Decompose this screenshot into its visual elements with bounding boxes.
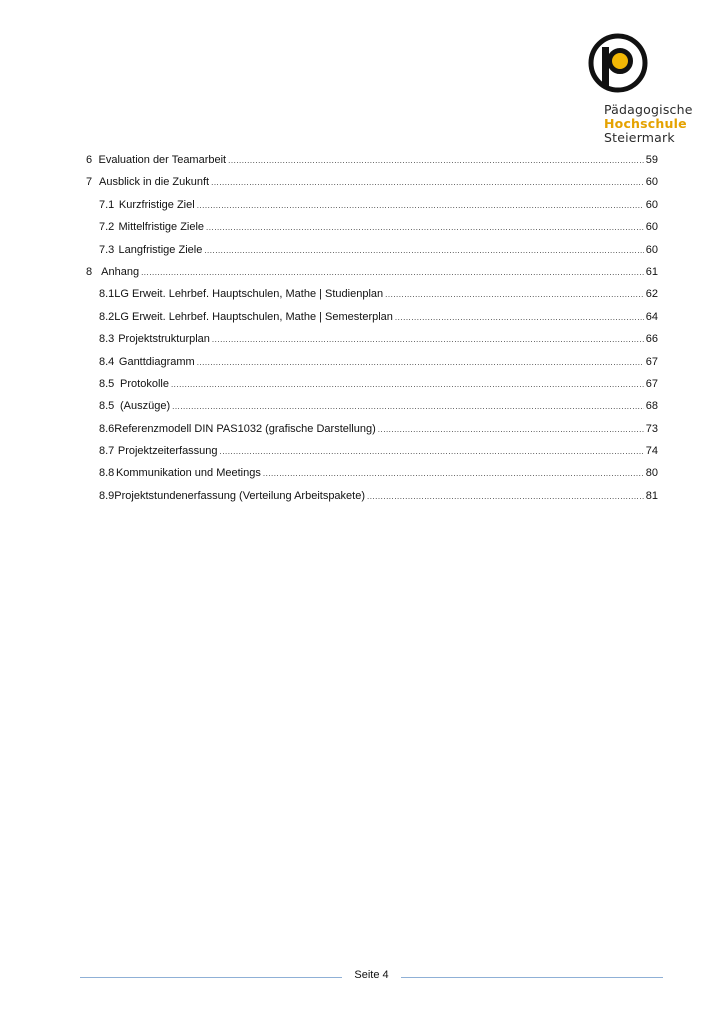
toc-entry-title[interactable]: LG Erweit. Lehrbef. Hauptschulen, Mathe | Studienplan xyxy=(114,288,384,301)
toc-entry-page: 62 xyxy=(645,288,658,301)
toc-dot-leader xyxy=(263,469,644,478)
toc-entry[interactable] xyxy=(86,288,658,310)
toc-dot-leader xyxy=(197,201,644,210)
toc-dot-leader xyxy=(395,313,644,322)
toc-entry[interactable] xyxy=(86,244,658,266)
toc-entry-title[interactable]: Anhang xyxy=(101,265,140,278)
toc-entry-number: 8.4 xyxy=(99,355,115,368)
toc-entry[interactable] xyxy=(86,221,658,243)
toc-entry-page: 81 xyxy=(645,489,658,502)
toc-entry-page: 60 xyxy=(645,176,658,189)
toc-entry-number: 8.5 xyxy=(99,400,115,413)
toc-entry-number: 7 xyxy=(86,176,93,189)
toc-dot-leader xyxy=(141,268,644,277)
toc-dot-leader xyxy=(197,358,644,367)
toc-entry-number: 8.5 xyxy=(99,377,115,390)
toc-entry-title[interactable]: Mittelfristige Ziele xyxy=(118,221,205,234)
toc-entry-number: 8.7 xyxy=(99,445,115,458)
toc-entry-page: 59 xyxy=(645,154,658,166)
toc-entry-title[interactable]: Langfristige Ziele xyxy=(118,243,203,256)
toc-entry-page: 61 xyxy=(645,265,658,278)
toc-entry-number: 8.6 xyxy=(99,422,115,435)
toc-entry-title[interactable]: Projektstundenerfassung (Verteilung Arbeitspakete) xyxy=(114,489,366,502)
toc-entry-title[interactable]: Evaluation der Teamarbeit xyxy=(98,154,227,166)
toc-entry-title[interactable]: Kommunikation und Meetings xyxy=(115,467,261,480)
toc-dot-leader xyxy=(220,447,644,456)
institution-name-line-2: Hochschule xyxy=(604,116,687,131)
toc-entry-page: 60 xyxy=(645,198,658,211)
toc-entry-number: 8.2 xyxy=(99,310,115,323)
toc-entry-page: 80 xyxy=(645,467,658,480)
toc-entry-page: 67 xyxy=(645,355,658,368)
toc-entry-title[interactable]: (Auszüge) xyxy=(119,400,171,413)
toc-dot-leader xyxy=(228,156,644,165)
toc-entry-page: 60 xyxy=(645,221,658,234)
toc-entry-title[interactable]: Ausblick in die Zukunft xyxy=(99,176,210,189)
toc-entry-title[interactable]: Ganttdiagramm xyxy=(118,355,195,368)
toc-entry-number: 8.1 xyxy=(99,288,115,301)
toc-entry[interactable] xyxy=(86,445,658,467)
toc-entry[interactable] xyxy=(86,199,658,221)
ph-logo-icon xyxy=(588,33,648,93)
toc-entry-title[interactable]: Kurzfristige Ziel xyxy=(118,198,195,211)
toc-entry[interactable] xyxy=(86,266,658,288)
toc-entry-page: 74 xyxy=(645,445,658,458)
toc-dot-leader xyxy=(385,290,644,299)
table-of-contents xyxy=(86,154,658,512)
toc-entry-page: 67 xyxy=(645,377,658,390)
toc-entry[interactable] xyxy=(86,400,658,422)
toc-entry-page: 73 xyxy=(645,422,658,435)
toc-entry-number: 8.9 xyxy=(99,489,115,502)
toc-entry-number: 8 xyxy=(86,265,93,278)
toc-entry-number: 7.1 xyxy=(99,198,115,211)
toc-entry-page: 66 xyxy=(645,333,658,346)
toc-dot-leader xyxy=(206,223,644,232)
toc-dot-leader xyxy=(367,492,644,501)
toc-entry-title[interactable]: Projektzeiterfassung xyxy=(117,445,218,458)
toc-entry-title[interactable]: Protokolle xyxy=(120,377,169,390)
toc-entry-number: 6 xyxy=(86,154,93,166)
toc-entry[interactable] xyxy=(86,154,658,176)
toc-entry-title[interactable]: Referenzmodell DIN PAS1032 (grafische Darstellung) xyxy=(114,422,376,435)
institution-name-line-1: Pädagogische xyxy=(604,102,693,117)
toc-dot-leader xyxy=(212,335,644,344)
toc-entry[interactable] xyxy=(86,423,658,445)
toc-entry-title[interactable]: Projektstrukturplan xyxy=(118,333,210,346)
toc-entry[interactable] xyxy=(86,311,658,333)
toc-dot-leader xyxy=(378,425,644,434)
toc-entry[interactable] xyxy=(86,176,658,198)
footer-divider-right xyxy=(401,977,663,978)
page-number: Seite 4 xyxy=(354,969,389,981)
toc-dot-leader xyxy=(204,246,643,255)
toc-entry[interactable] xyxy=(86,356,658,378)
institution-name xyxy=(604,103,693,145)
toc-entry[interactable] xyxy=(86,490,658,512)
toc-entry-page: 64 xyxy=(645,310,658,323)
toc-entry-number: 8.3 xyxy=(99,333,115,346)
toc-entry-number: 7.2 xyxy=(99,221,115,234)
toc-dot-leader xyxy=(171,380,644,389)
institution-name-line-3: Steiermark xyxy=(604,130,675,145)
toc-entry-page: 60 xyxy=(645,243,658,256)
toc-entry-number: 8.8 xyxy=(99,467,115,480)
toc-entry[interactable] xyxy=(86,333,658,355)
toc-entry-title[interactable]: LG Erweit. Lehrbef. Hauptschulen, Mathe | Semesterplan xyxy=(114,310,393,323)
toc-dot-leader xyxy=(172,402,644,411)
toc-entry[interactable] xyxy=(86,378,658,400)
toc-entry[interactable] xyxy=(86,467,658,489)
toc-dot-leader xyxy=(211,178,644,187)
toc-entry-number: 7.3 xyxy=(99,243,115,256)
toc-entry-page: 68 xyxy=(645,400,658,413)
footer-divider-left xyxy=(80,977,342,978)
